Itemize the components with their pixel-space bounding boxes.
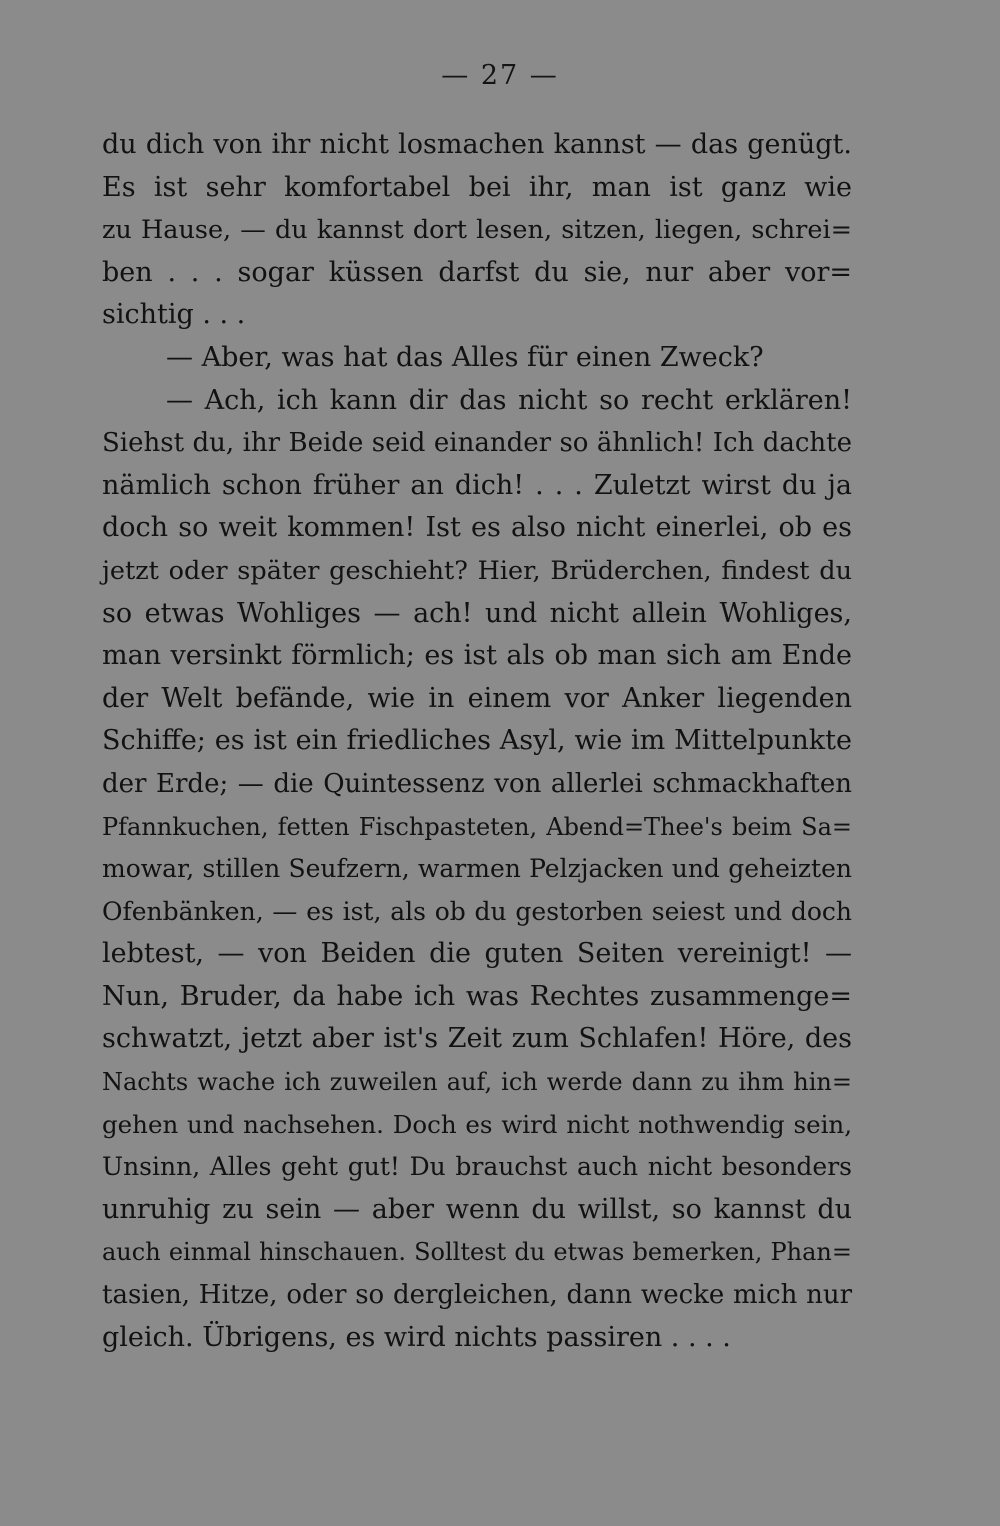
text-line: mowar, stillen Seufzern, warmen Pelzjacken und geheizten	[102, 854, 852, 884]
text-line: sichtig . . .	[102, 299, 246, 331]
text-line: unruhig zu sein — aber wenn du willst, so kannst du	[102, 1193, 852, 1225]
text-line: — Aber, was hat das Alles für einen Zweck?	[166, 341, 764, 373]
text-line: schwatzt, jetzt aber ist's Zeit zum Schlafen! Höre, des	[102, 1023, 852, 1055]
text-line: Pfannkuchen, fetten Fischpasteten, Abend=Thee's beim Sa=	[102, 812, 852, 841]
text-line: Es ist sehr komfortabel bei ihr, man ist ganz wie	[102, 171, 852, 203]
text-line: man versinkt förmlich; es ist als ob man sich am Ende	[102, 640, 852, 672]
text-line: du dich von ihr nicht losmachen kannst — das genügt.	[102, 129, 852, 160]
text-line: zu Hause, — du kannst dort lesen, sitzen, liegen, schrei=	[102, 215, 852, 246]
text-line: Nachts wache ich zuweilen auf, ich werde dann zu ihm hin=	[102, 1068, 852, 1097]
text-line: gehen und nachsehen. Doch es wird nicht nothwendig sein,	[102, 1109, 852, 1139]
text-line: der Erde; — die Quintessenz von allerlei schmackhaften	[102, 768, 852, 799]
text-line: gleich. Übrigens, es wird nichts passiren . . . .	[102, 1321, 731, 1353]
text-line: tasien, Hitze, oder so dergleichen, dann wecke mich nur	[102, 1280, 852, 1311]
text-line: — Ach, ich kann dir das nicht so recht erklären!	[166, 384, 852, 416]
page-number: — 27 —	[441, 60, 559, 91]
text-line: lebtest, — von Beiden die guten Seiten vereinigt! —	[102, 938, 852, 970]
text-line: Siehst du, ihr Beide seid einander so ähnlich! Ich dachte	[102, 428, 852, 459]
text-line: jetzt oder später geschieht? Hier, Brüderchen, findest du	[102, 555, 852, 586]
text-line: Ofenbänken, — es ist, als ob du gestorben seiest und doch	[102, 896, 852, 926]
text-line: so etwas Wohliges — ach! und nicht allein Wohliges,	[102, 597, 852, 629]
text-line: auch einmal hinschauen. Solltest du etwas bemerken, Phan=	[102, 1238, 852, 1267]
text-line: nämlich schon früher an dich! . . . Zuletzt wirst du ja	[102, 469, 852, 501]
text-line: Unsinn, Alles geht gut! Du brauchst auch nicht besonders	[102, 1152, 852, 1182]
text-line: ben . . . sogar küssen darfst du sie, nur aber vor=	[102, 256, 852, 288]
body-text	[102, 124, 852, 1359]
text-line: Nun, Bruder, da habe ich was Rechtes zusammenge=	[102, 980, 852, 1012]
text-line: der Welt befände, wie in einem vor Anker liegenden	[102, 682, 852, 714]
text-line: Schiffe; es ist ein friedliches Asyl, wie im Mittelpunkte	[102, 725, 852, 757]
text-line: doch so weit kommen! Ist es also nicht einerlei, ob es	[102, 512, 852, 544]
